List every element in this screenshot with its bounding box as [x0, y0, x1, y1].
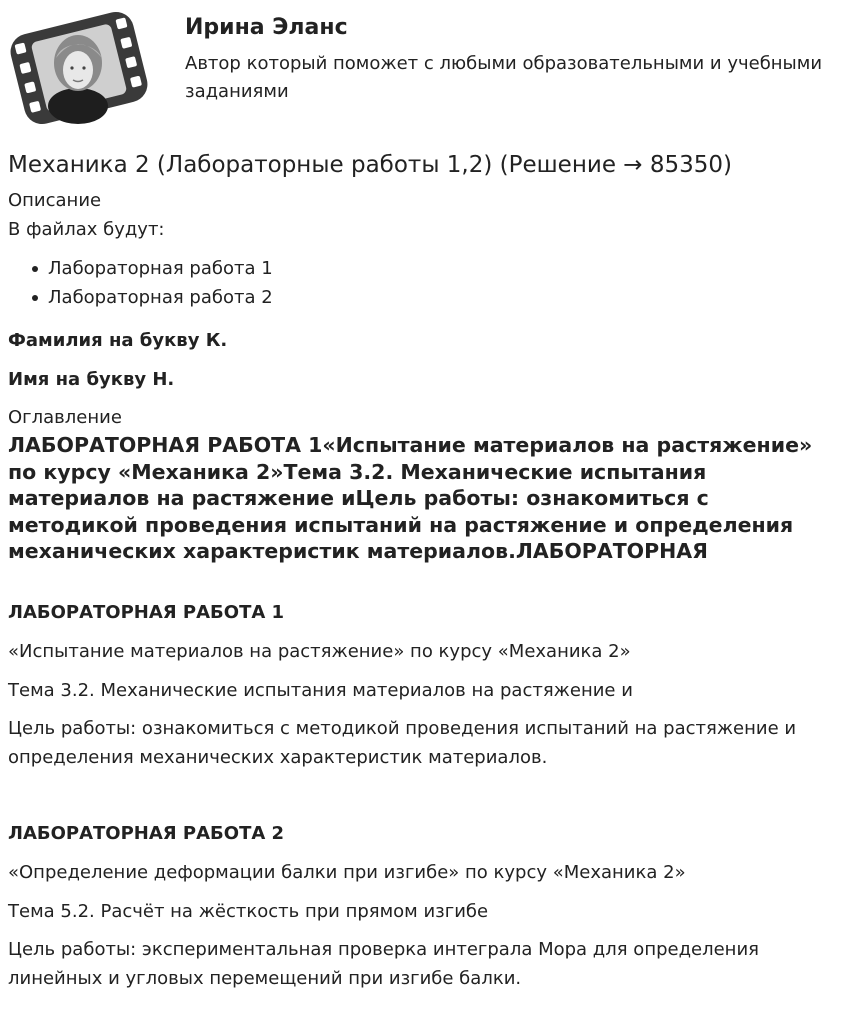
- files-list: [8, 254, 273, 312]
- lab2-topic: Тема 5.2. Расчёт на жёсткость при прямом изгибе: [8, 901, 489, 922]
- author-description: Автор который поможет с любыми образовательными и учебными заданиями: [185, 53, 823, 102]
- lab2-goal: Цель работы: экспериментальная проверка интеграла Мора для определения линейных и угловых перемещений при изгибе балки.: [8, 939, 759, 989]
- list-item: Лабораторная работа 2: [8, 283, 273, 312]
- name-note: Имя на букву Н.: [8, 369, 175, 390]
- list-item: Лабораторная работа 1: [8, 254, 273, 283]
- description-label: Описание: [8, 190, 102, 211]
- toc-label: Оглавление: [8, 407, 122, 428]
- author-block: [8, 8, 839, 128]
- files-label: В файлах будут:: [8, 219, 165, 240]
- author-avatar: [8, 8, 150, 128]
- toc-text: ЛАБОРАТОРНАЯ РАБОТА 1«Испытание материалов на растяжение» по курсу «Механика 2»Тема 3.2. Механические испытания материалов на растяжение иЦель работы: ознакомиться с методикой проведения испытаний на растяжение и определения механических характеристик материалов.ЛАБОРАТОРНАЯ: [8, 433, 813, 563]
- author-name: Ирина Эланс: [185, 15, 348, 40]
- lab2-course: «Определение деформации балки при изгибе» по курсу «Механика 2»: [8, 862, 686, 883]
- surname-note: Фамилия на букву К.: [8, 330, 228, 351]
- lab1-topic: Тема 3.2. Механические испытания материалов на растяжение и: [8, 680, 633, 701]
- lab1-goal: Цель работы: ознакомиться с методикой проведения испытаний на растяжение и определения механических характеристик материалов.: [8, 718, 797, 768]
- lab1-title: ЛАБОРАТОРНАЯ РАБОТА 1: [8, 602, 285, 623]
- lab2-title: ЛАБОРАТОРНАЯ РАБОТА 2: [8, 823, 285, 844]
- lab1-course: «Испытание материалов на растяжение» по курсу «Механика 2»: [8, 641, 631, 662]
- page-title: Механика 2 (Лабораторные работы 1,2) (Решение → 85350): [8, 152, 733, 178]
